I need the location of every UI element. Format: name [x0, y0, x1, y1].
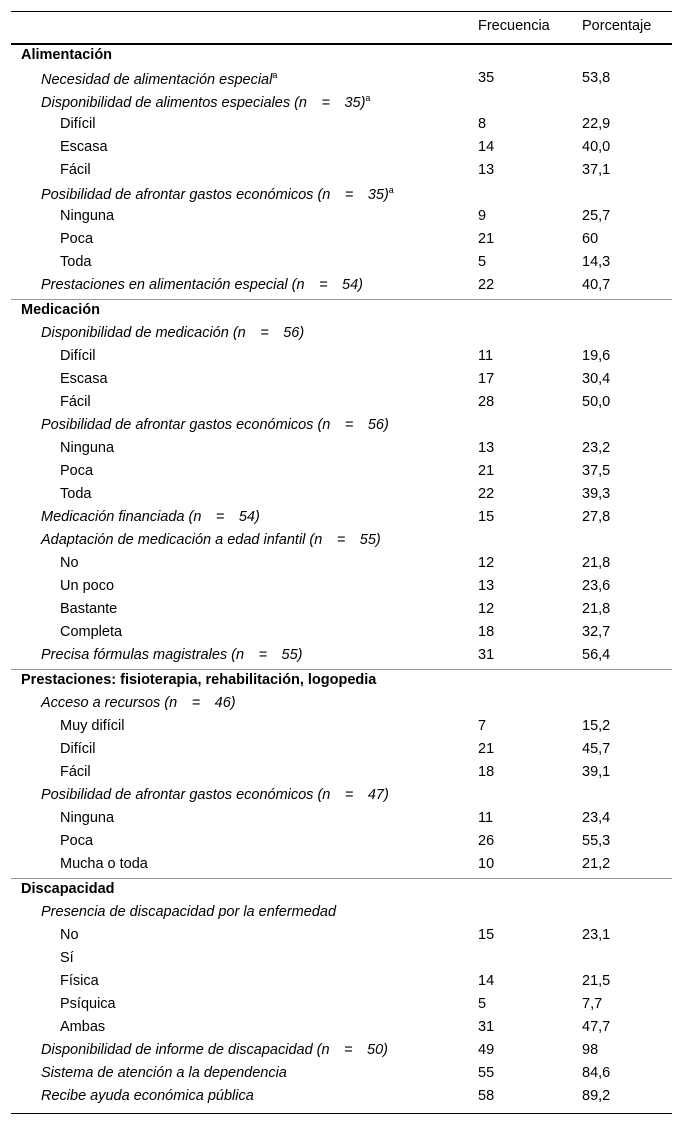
porcentaje-cell: 45,7 — [582, 741, 611, 757]
porcentaje-cell: 60 — [582, 231, 599, 247]
table-row — [11, 785, 672, 808]
table-row — [11, 854, 672, 877]
row-label: Recibe ayuda económica pública — [41, 1088, 254, 1104]
row-label: Acceso a recursos (n = 46) — [41, 695, 236, 711]
porcentaje-cell: 39,3 — [582, 486, 611, 502]
table-row — [11, 114, 672, 137]
row-label: Toda — [60, 486, 92, 502]
porcentaje-cell: 23,6 — [582, 578, 611, 594]
frecuencia-cell: 18 — [478, 764, 495, 780]
frecuencia-cell: 12 — [478, 555, 495, 571]
porcentaje-cell: 23,4 — [582, 810, 611, 826]
footnote-marker: a — [272, 70, 278, 80]
footnote-marker: a — [388, 185, 394, 195]
frecuencia-cell: 21 — [478, 463, 495, 479]
frecuencia-cell: 26 — [478, 833, 495, 849]
row-label: Disponibilidad de informe de discapacidad (n = 50) — [41, 1042, 388, 1058]
row-label: No — [60, 555, 79, 571]
table-row — [11, 576, 672, 599]
frecuencia-cell: 58 — [478, 1088, 495, 1104]
frecuencia-cell: 12 — [478, 601, 495, 617]
row-label: Posibilidad de afrontar gastos económicos (n = 35)$^a$ — [41, 185, 394, 203]
porcentaje-cell: 14,3 — [582, 254, 611, 270]
row-label: Alimentación — [21, 47, 113, 63]
frecuencia-cell: 35 — [478, 70, 495, 86]
porcentaje-cell: 21,2 — [582, 856, 611, 872]
row-label: Medicación — [21, 302, 100, 318]
frecuencia-cell: 31 — [478, 647, 495, 663]
porcentaje-cell: 19,6 — [582, 348, 611, 364]
table-row — [11, 1086, 672, 1109]
row-label: Discapacidad — [21, 881, 115, 897]
table-row — [11, 948, 672, 971]
table-row — [11, 622, 672, 645]
table-row — [11, 994, 672, 1017]
frecuencia-cell: 7 — [478, 718, 487, 734]
table-row — [11, 323, 672, 346]
porcentaje-cell: 21,8 — [582, 555, 611, 571]
row-label: Ninguna — [60, 208, 115, 224]
frecuencia-cell: 49 — [478, 1042, 495, 1058]
row-label: Poca — [60, 463, 94, 479]
frecuencia-cell: 11 — [478, 810, 494, 826]
table-row — [11, 369, 672, 392]
table-row — [11, 68, 672, 91]
porcentaje-cell: 15,2 — [582, 718, 611, 734]
frecuencia-cell: 5 — [478, 996, 487, 1012]
frecuencia-cell: 18 — [478, 624, 495, 640]
section-header-row — [11, 670, 672, 693]
porcentaje-cell: 7,7 — [582, 996, 603, 1012]
porcentaje-cell: 23,2 — [582, 440, 611, 456]
porcentaje-cell: 39,1 — [582, 764, 611, 780]
table-row — [11, 275, 672, 298]
row-label: Prestaciones: fisioterapia, rehabilitación, logopedia — [21, 672, 377, 688]
frecuencia-cell: 15 — [478, 509, 495, 525]
frecuencia-cell: 13 — [478, 440, 495, 456]
row-label: Un poco — [60, 578, 115, 594]
table-row — [11, 438, 672, 461]
frecuencia-cell: 5 — [478, 254, 487, 270]
row-label: Disponibilidad de alimentos especiales (n = 35)$^a$ — [41, 93, 371, 111]
section-header-row — [11, 300, 672, 323]
row-label: Poca — [60, 231, 94, 247]
porcentaje-cell: 27,8 — [582, 509, 611, 525]
porcentaje-cell: 53,8 — [582, 70, 611, 86]
row-label: Fácil — [60, 394, 91, 410]
row-label: Difícil — [60, 741, 96, 757]
row-label: Sistema de atención a la dependencia — [41, 1065, 287, 1081]
table-row — [11, 645, 672, 668]
table-row — [11, 762, 672, 785]
table-row — [11, 925, 672, 948]
porcentaje-cell: 37,1 — [582, 162, 611, 178]
table-row — [11, 183, 672, 206]
table-row — [11, 971, 672, 994]
footnote-marker: a — [365, 93, 371, 103]
row-label: Sí — [60, 950, 74, 966]
porcentaje-cell: 50,0 — [582, 394, 611, 410]
row-label: Disponibilidad de medicación (n = 56) — [41, 325, 305, 341]
porcentaje-cell: 32,7 — [582, 624, 611, 640]
table-row — [11, 160, 672, 183]
table-row — [11, 392, 672, 415]
frecuencia-cell: 8 — [478, 116, 487, 132]
porcentaje-cell: 21,8 — [582, 601, 611, 617]
frecuencia-cell: 14 — [478, 973, 495, 989]
row-label: Posibilidad de afrontar gastos económicos (n = 47) — [41, 787, 389, 803]
table-row — [11, 553, 672, 576]
row-label: Prestaciones en alimentación especial (n = 54) — [41, 277, 363, 293]
table-row — [11, 599, 672, 622]
row-label: Ninguna — [60, 440, 115, 456]
row-label: Toda — [60, 254, 92, 270]
porcentaje-cell: 40,0 — [582, 139, 611, 155]
frecuencia-cell: 22 — [478, 277, 495, 293]
table-row — [11, 507, 672, 530]
porcentaje-cell: 89,2 — [582, 1088, 611, 1104]
frecuencia-cell: 55 — [478, 1065, 495, 1081]
section-header-row — [11, 879, 672, 902]
table-row — [11, 206, 672, 229]
row-label: Física — [60, 973, 99, 989]
row-label: Necesidad de alimentación especial$^a$ — [41, 70, 278, 88]
table-row — [11, 1063, 672, 1086]
porcentaje-cell: 47,7 — [582, 1019, 611, 1035]
row-label: Poca — [60, 833, 94, 849]
row-label: Difícil — [60, 348, 96, 364]
row-label: Medicación financiada (n = 54) — [41, 509, 260, 525]
row-label: Ninguna — [60, 810, 115, 826]
table-row — [11, 716, 672, 739]
table-row — [11, 137, 672, 160]
table-row — [11, 229, 672, 252]
table-row — [11, 1017, 672, 1040]
row-label: Escasa — [60, 139, 108, 155]
frecuencia-cell: 9 — [478, 208, 487, 224]
frecuencia-cell: 15 — [478, 927, 495, 943]
row-label: Fácil — [60, 764, 91, 780]
frecuencia-cell: 28 — [478, 394, 495, 410]
row-label: Completa — [60, 624, 123, 640]
frecuencia-cell: 13 — [478, 578, 495, 594]
frecuencia-cell: 10 — [478, 856, 495, 872]
row-label: Psíquica — [60, 996, 116, 1012]
frecuencia-cell: 11 — [478, 348, 494, 364]
porcentaje-cell: 56,4 — [582, 647, 611, 663]
table-row — [11, 831, 672, 854]
table-row — [11, 808, 672, 831]
header-frecuencia: Frecuencia — [478, 18, 550, 34]
porcentaje-cell: 30,4 — [582, 371, 611, 387]
porcentaje-cell: 55,3 — [582, 833, 611, 849]
frecuencia-cell: 31 — [478, 1019, 495, 1035]
row-label: Posibilidad de afrontar gastos económicos (n = 56) — [41, 417, 389, 433]
porcentaje-cell: 25,7 — [582, 208, 611, 224]
table-bottom-rule — [11, 1113, 672, 1114]
section-header-row — [11, 45, 672, 68]
row-label: Precisa fórmulas magistrales (n = 55) — [41, 647, 303, 663]
table-row — [11, 461, 672, 484]
frecuencia-cell: 14 — [478, 139, 495, 155]
row-label: Adaptación de medicación a edad infantil (n = 55) — [41, 532, 381, 548]
row-label: Escasa — [60, 371, 108, 387]
table-row — [11, 693, 672, 716]
frecuencia-cell: 22 — [478, 486, 495, 502]
row-label: Bastante — [60, 601, 118, 617]
header-porcentaje: Porcentaje — [582, 18, 652, 34]
porcentaje-cell: 22,9 — [582, 116, 611, 132]
frecuencia-cell: 21 — [478, 741, 495, 757]
porcentaje-cell: 23,1 — [582, 927, 611, 943]
table-row — [11, 346, 672, 369]
table-row — [11, 739, 672, 762]
table-row — [11, 91, 672, 114]
row-label: Fácil — [60, 162, 91, 178]
table-row — [11, 1040, 672, 1063]
row-label: Difícil — [60, 116, 96, 132]
table-row — [11, 252, 672, 275]
porcentaje-cell: 21,5 — [582, 973, 611, 989]
row-label: Muy difícil — [60, 718, 125, 734]
table-row — [11, 415, 672, 438]
table-row — [11, 902, 672, 925]
row-label: Mucha o toda — [60, 856, 148, 872]
table-top-rule — [11, 11, 672, 12]
porcentaje-cell: 84,6 — [582, 1065, 611, 1081]
porcentaje-cell: 98 — [582, 1042, 599, 1058]
row-label: Presencia de discapacidad por la enfermedad — [41, 904, 337, 920]
frecuencia-cell: 21 — [478, 231, 495, 247]
porcentaje-cell: 40,7 — [582, 277, 611, 293]
frecuencia-cell: 13 — [478, 162, 495, 178]
row-label: No — [60, 927, 79, 943]
row-label: Ambas — [60, 1019, 106, 1035]
frecuencia-cell: 17 — [478, 371, 495, 387]
table-row — [11, 530, 672, 553]
porcentaje-cell: 37,5 — [582, 463, 611, 479]
table-row — [11, 484, 672, 507]
